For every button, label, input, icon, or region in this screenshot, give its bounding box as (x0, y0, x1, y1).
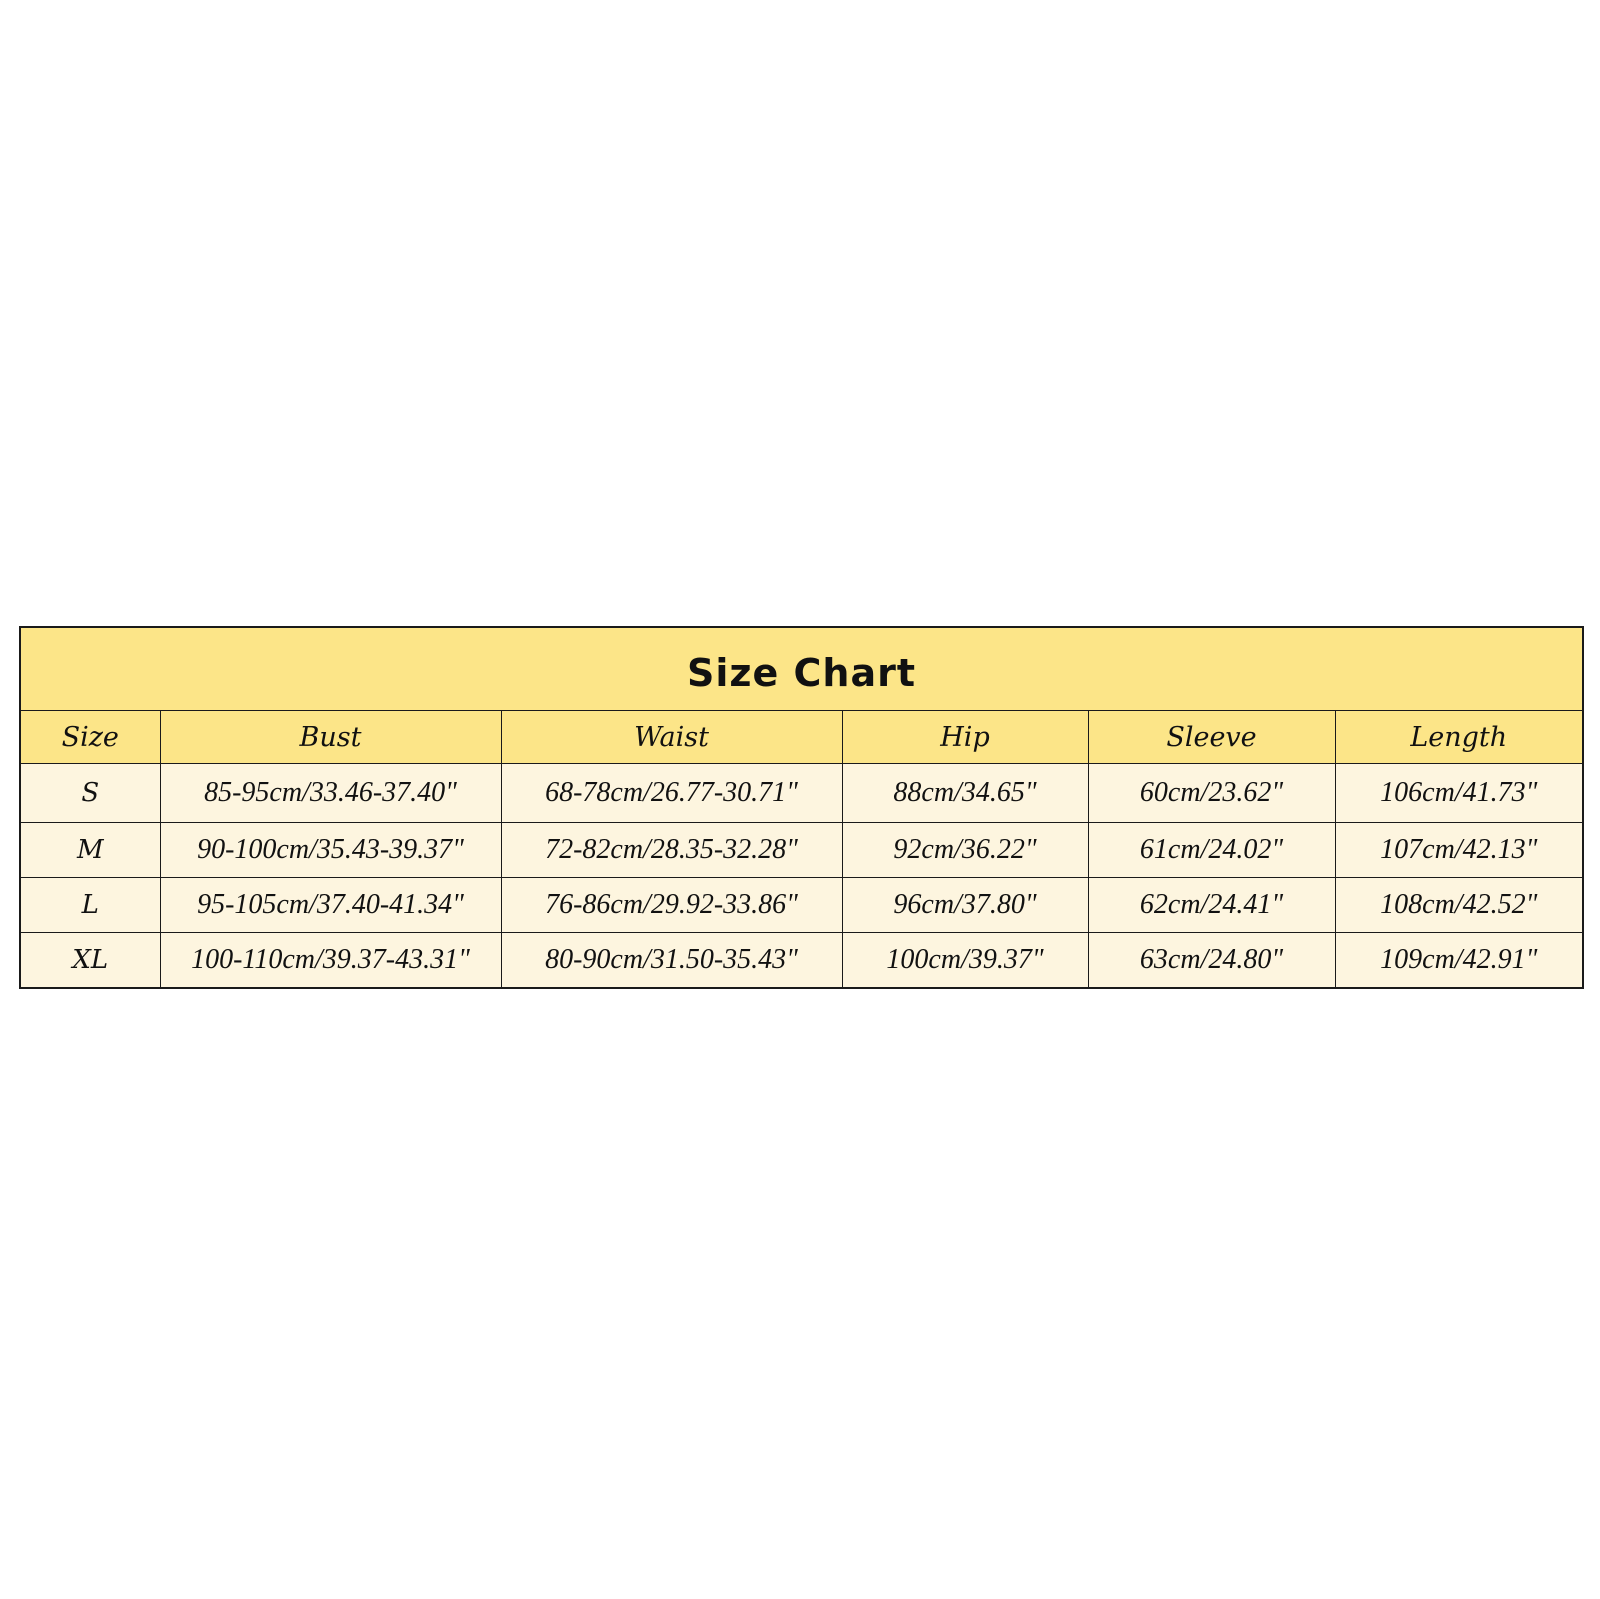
hip-cell: 96cm/37.80" (842, 878, 1088, 933)
header-row (20, 711, 1583, 764)
sleeve-cell: 60cm/23.62" (1088, 764, 1335, 823)
column-header-sleeve: Sleeve (1088, 711, 1335, 764)
length-cell: 108cm/42.52" (1335, 878, 1583, 933)
waist-cell: 72-82cm/28.35-32.28" (501, 823, 842, 878)
bust-cell: 95-105cm/37.40-41.34" (160, 878, 501, 933)
column-header-length: Length (1335, 711, 1583, 764)
column-header-hip: Hip (842, 711, 1088, 764)
sleeve-cell: 63cm/24.80" (1088, 933, 1335, 989)
column-header-waist: Waist (501, 711, 842, 764)
length-cell: 107cm/42.13" (1335, 823, 1583, 878)
table-row (20, 933, 1583, 989)
length-cell: 106cm/41.73" (1335, 764, 1583, 823)
size-cell: L (20, 878, 160, 933)
table-row (20, 823, 1583, 878)
column-header-size: Size (20, 711, 160, 764)
waist-cell: 80-90cm/31.50-35.43" (501, 933, 842, 989)
hip-cell: 100cm/39.37" (842, 933, 1088, 989)
length-cell: 109cm/42.91" (1335, 933, 1583, 989)
hip-cell: 92cm/36.22" (842, 823, 1088, 878)
chart-title: Size Chart (20, 627, 1583, 711)
bust-cell: 100-110cm/39.37-43.31" (160, 933, 501, 989)
table-row (20, 764, 1583, 823)
size-cell: XL (20, 933, 160, 989)
table-row (20, 878, 1583, 933)
waist-cell: 68-78cm/26.77-30.71" (501, 764, 842, 823)
bust-cell: 85-95cm/33.46-37.40" (160, 764, 501, 823)
column-header-bust: Bust (160, 711, 501, 764)
waist-cell: 76-86cm/29.92-33.86" (501, 878, 842, 933)
hip-cell: 88cm/34.65" (842, 764, 1088, 823)
bust-cell: 90-100cm/35.43-39.37" (160, 823, 501, 878)
size-chart-table (19, 626, 1584, 989)
sleeve-cell: 61cm/24.02" (1088, 823, 1335, 878)
size-cell: S (20, 764, 160, 823)
size-cell: M (20, 823, 160, 878)
sleeve-cell: 62cm/24.41" (1088, 878, 1335, 933)
